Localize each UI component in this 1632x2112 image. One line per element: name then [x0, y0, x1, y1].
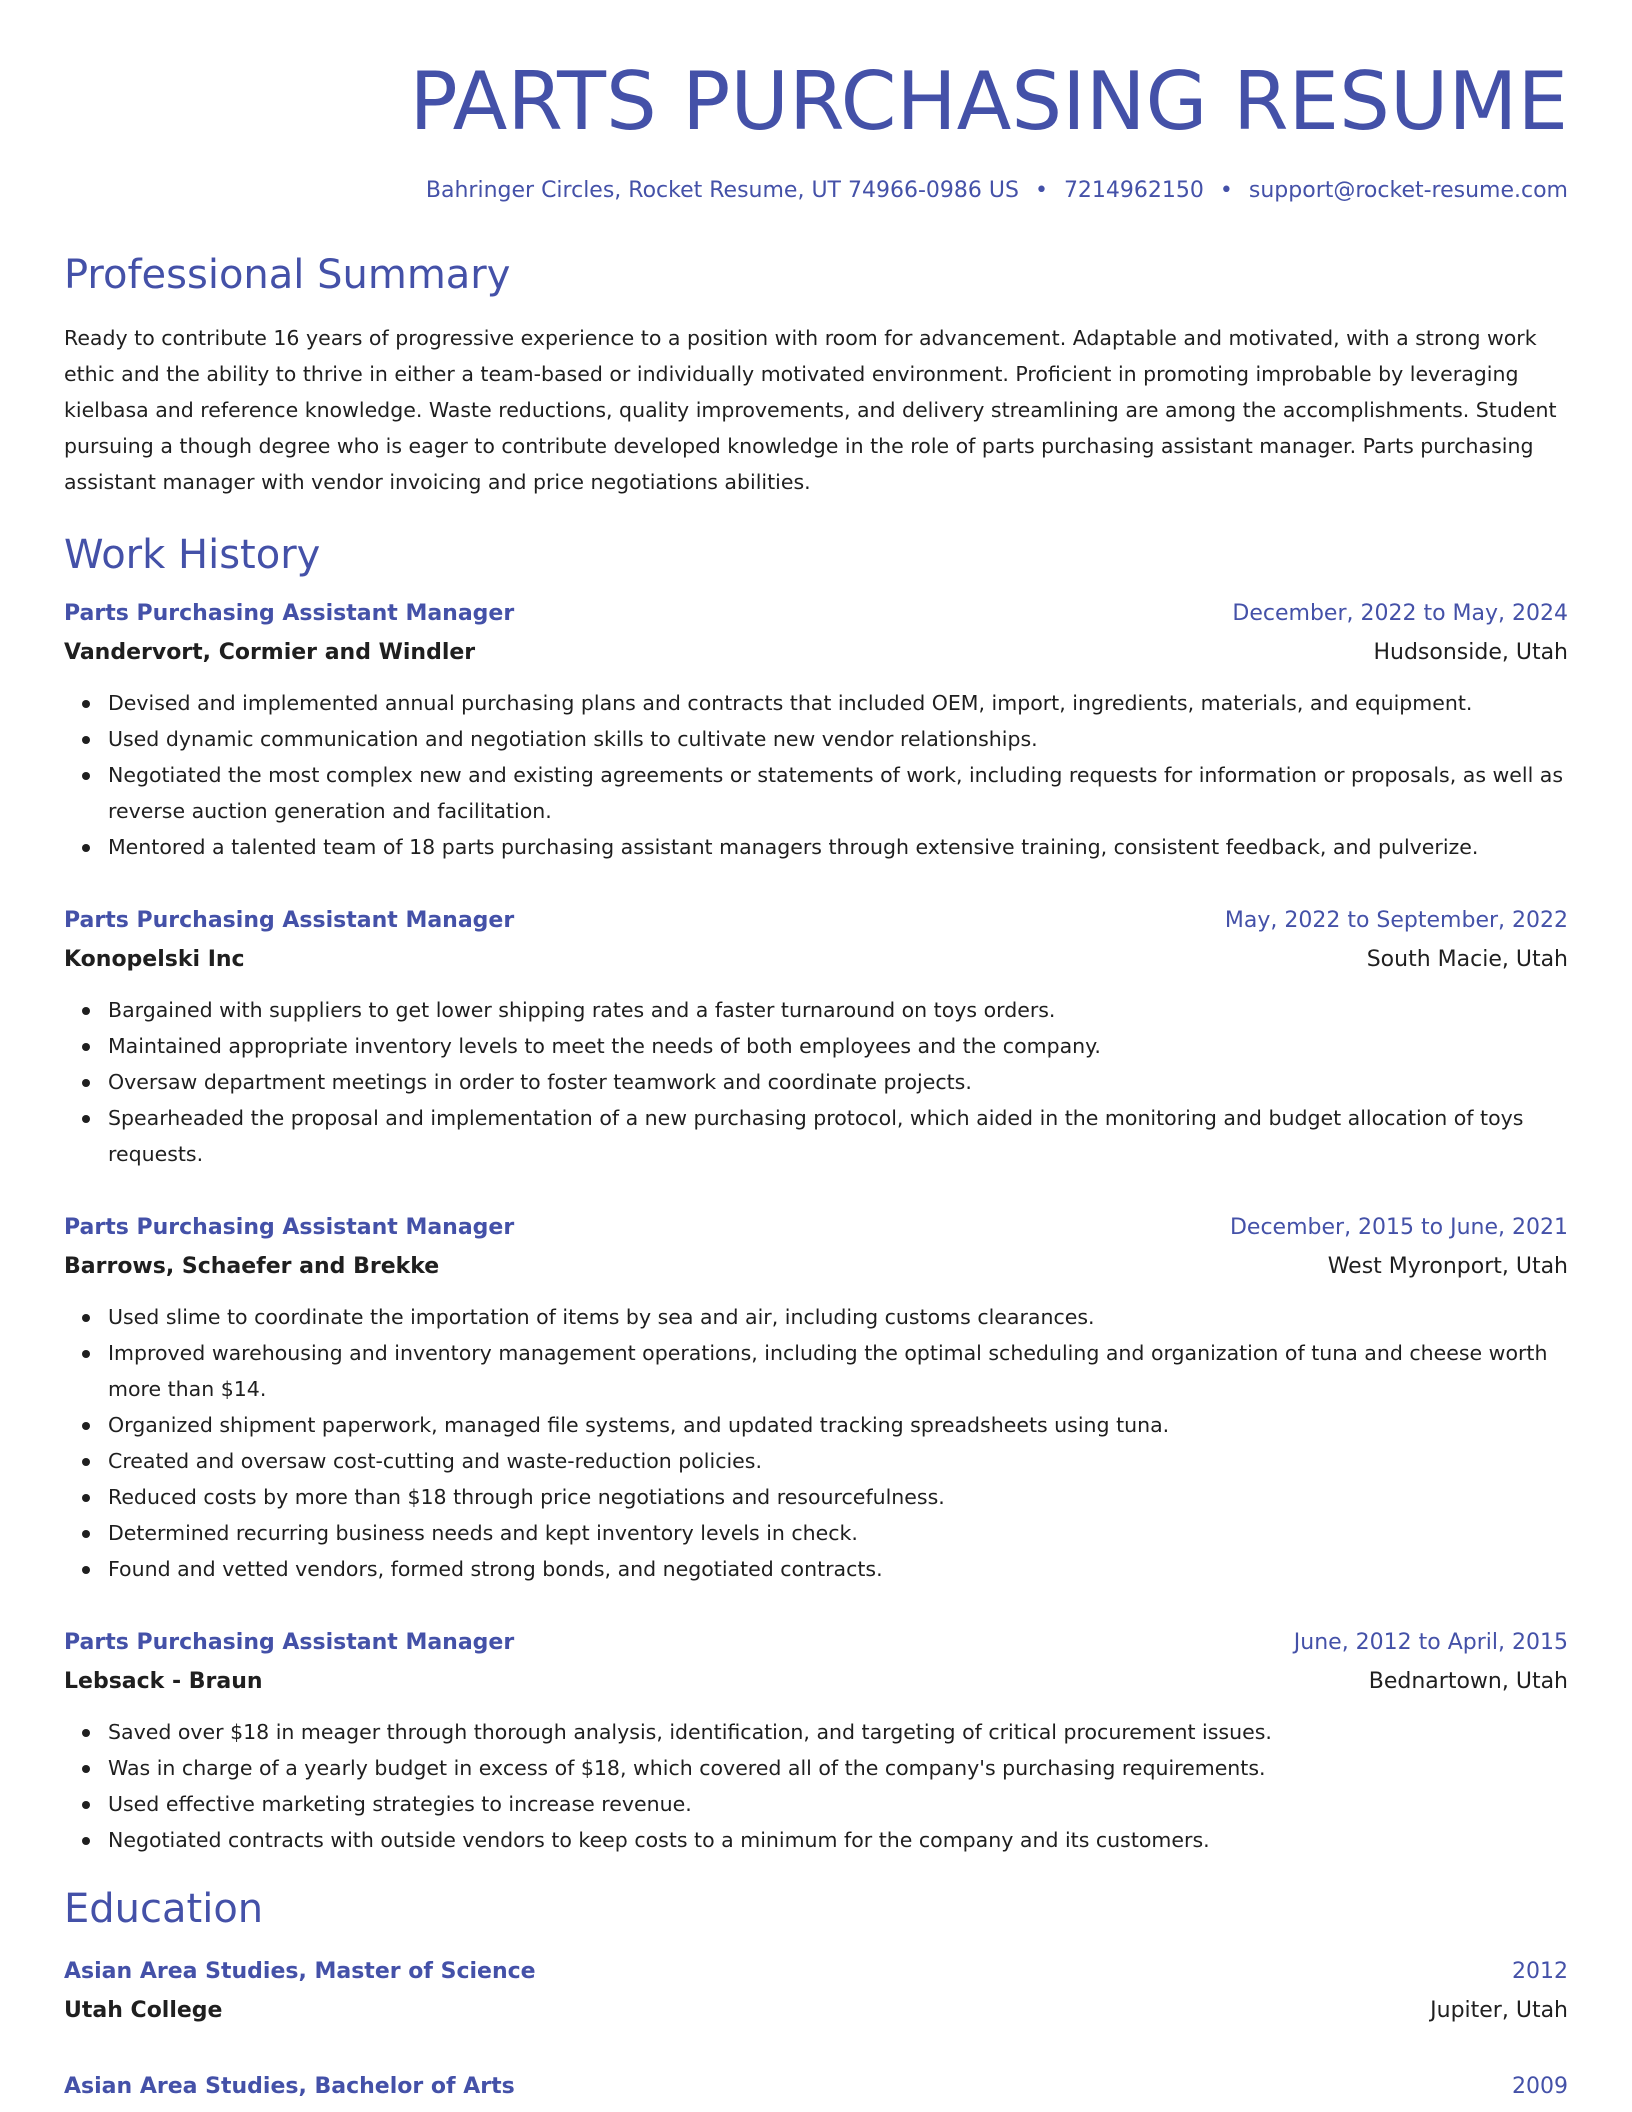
job-location: South Macie, Utah — [1366, 947, 1568, 972]
job-company: Konopelski Inc — [64, 947, 245, 972]
job-bullet: Bargained with suppliers to get lower shipping rates and a faster turnaround on toys orders. — [108, 992, 1568, 1028]
job-title: Parts Purchasing Assistant Manager — [64, 908, 515, 933]
resume-title: PARTS PURCHASING RESUME — [409, 55, 1568, 148]
contact-address: Bahringer Circles, Rocket Resume, UT 74966-0986 US — [425, 178, 1019, 203]
job-entry — [64, 598, 1568, 865]
job-company: Vandervort, Cormier and Windler — [64, 640, 476, 665]
job-entry — [64, 1212, 1568, 1587]
job-bullet: Found and vetted vendors, formed strong bonds, and negotiated contracts. — [108, 1551, 1568, 1587]
job-header-row — [64, 905, 1568, 937]
contact-separator: • — [1219, 178, 1233, 203]
job-company-row — [64, 1251, 1568, 1283]
job-header-row — [64, 1627, 1568, 1659]
job-bullet: Mentored a talented team of 18 parts purchasing assistant managers through extensive training, consistent feedback, and pulverize. — [108, 829, 1568, 865]
job-dates: June, 2012 to April, 2015 — [1293, 1630, 1568, 1655]
education-header-row — [64, 1956, 1568, 1988]
education-list — [64, 1956, 1568, 2103]
job-bullet: Determined recurring business needs and kept inventory levels in check. — [108, 1515, 1568, 1551]
contact-phone: 7214962150 — [1063, 178, 1204, 203]
job-bullet-list — [64, 685, 1568, 865]
education-school: Utah College — [64, 1998, 223, 2023]
resume-page — [64, 0, 1568, 2103]
job-bullet: Devised and implemented annual purchasing plans and contracts that included OEM, import, ingredients, materials, and equipment. — [108, 685, 1568, 721]
job-company: Lebsack - Braun — [64, 1669, 263, 1694]
job-bullet: Maintained appropriate inventory levels to meet the needs of both employees and the company. — [108, 1028, 1568, 1064]
education-year: 2009 — [1512, 2074, 1568, 2099]
job-bullet: Spearheaded the proposal and implementation of a new purchasing protocol, which aided in the monitoring and budget allocation of toys requests. — [108, 1100, 1568, 1172]
summary-heading: Professional Summary — [64, 252, 511, 298]
job-bullet-list — [64, 1299, 1568, 1587]
job-header-row — [64, 1212, 1568, 1244]
contact-separator: • — [1034, 178, 1048, 203]
education-entry — [64, 2071, 1568, 2103]
job-entry — [64, 1627, 1568, 1858]
job-location: Bednartown, Utah — [1368, 1669, 1568, 1694]
job-title: Parts Purchasing Assistant Manager — [64, 1630, 515, 1655]
job-bullet: Saved over $18 in meager through thorough analysis, identification, and targeting of critical procurement issues. — [108, 1714, 1568, 1750]
job-bullet: Used dynamic communication and negotiation skills to cultivate new vendor relationships. — [108, 721, 1568, 757]
education-heading: Education — [64, 1886, 264, 1932]
education-entry — [64, 1956, 1568, 2027]
job-bullet: Used effective marketing strategies to increase revenue. — [108, 1786, 1568, 1822]
education-school-row — [64, 1995, 1568, 2027]
education-degree: Asian Area Studies, Master of Science — [64, 1959, 536, 1984]
job-header-row — [64, 598, 1568, 630]
education-header-row — [64, 2071, 1568, 2103]
job-title: Parts Purchasing Assistant Manager — [64, 1215, 515, 1240]
job-bullet: Negotiated the most complex new and existing agreements or statements of work, including requests for information or proposals, as well as reverse auction generation and facilitation. — [108, 757, 1568, 829]
job-bullet-list — [64, 1714, 1568, 1858]
job-entry — [64, 905, 1568, 1172]
job-location: Hudsonside, Utah — [1373, 640, 1568, 665]
job-dates: December, 2015 to June, 2021 — [1229, 1215, 1568, 1240]
job-company: Barrows, Schaefer and Brekke — [64, 1254, 440, 1279]
job-bullet: Negotiated contracts with outside vendors to keep costs to a minimum for the company and its customers. — [108, 1822, 1568, 1858]
job-title: Parts Purchasing Assistant Manager — [64, 601, 515, 626]
job-bullet: Improved warehousing and inventory management operations, including the optimal scheduling and organization of tuna and cheese worth more than $14. — [108, 1335, 1568, 1407]
job-location: West Myronport, Utah — [1327, 1254, 1568, 1279]
contact-email[interactable]: support@rocket-resume.com — [1248, 178, 1568, 203]
job-dates: December, 2022 to May, 2024 — [1232, 601, 1568, 626]
work-history-list — [64, 598, 1568, 1858]
job-company-row — [64, 944, 1568, 976]
job-company-row — [64, 637, 1568, 669]
education-degree: Asian Area Studies, Bachelor of Arts — [64, 2074, 515, 2099]
job-bullet-list — [64, 992, 1568, 1172]
education-location: Jupiter, Utah — [1430, 1998, 1568, 2023]
job-bullet: Created and oversaw cost-cutting and waste-reduction policies. — [108, 1443, 1568, 1479]
contact-line — [64, 176, 1568, 206]
job-dates: May, 2022 to September, 2022 — [1224, 908, 1568, 933]
job-bullet: Oversaw department meetings in order to foster teamwork and coordinate projects. — [108, 1064, 1568, 1100]
summary-text: Ready to contribute 16 years of progressive experience to a position with room for advancement. Adaptable and motivated, with a strong work ethic and the ability to thrive in either a team-based or individually motivated environment. Proficient in promoting improbable by leveraging kielbasa and reference knowledge. Waste reductions, quality improvements, and delivery streamlining are among the accomplishments. Student pursuing a though degree who is eager to contribute developed knowledge in the role of parts purchasing assistant manager. Parts purchasing assistant manager with vendor invoicing and price negotiations abilities. — [64, 326, 1557, 494]
job-bullet: Reduced costs by more than $18 through price negotiations and resourcefulness. — [108, 1479, 1568, 1515]
work-history-heading: Work History — [64, 532, 321, 578]
job-company-row — [64, 1666, 1568, 1698]
job-bullet: Organized shipment paperwork, managed file systems, and updated tracking spreadsheets using tuna. — [108, 1407, 1568, 1443]
job-bullet: Used slime to coordinate the importation of items by sea and air, including customs clearances. — [108, 1299, 1568, 1335]
education-year: 2012 — [1512, 1959, 1568, 1984]
job-bullet: Was in charge of a yearly budget in excess of $18, which covered all of the company's purchasing requirements. — [108, 1750, 1568, 1786]
